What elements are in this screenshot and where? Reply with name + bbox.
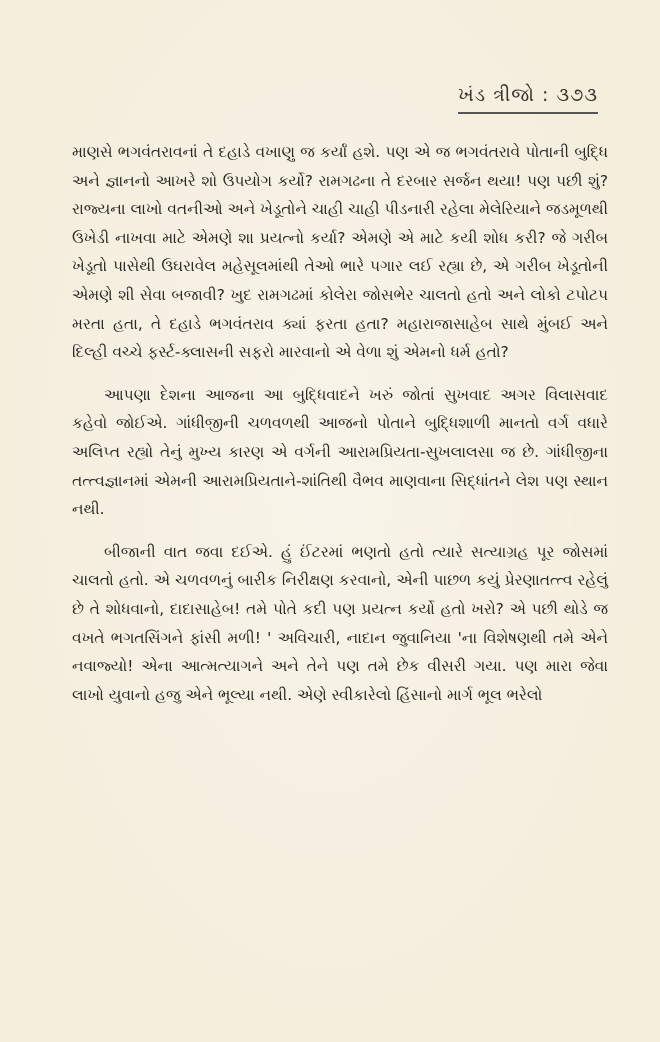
header-rule: [458, 112, 598, 114]
body-text: [72, 138, 608, 723]
paragraph: માણસે ભગવંતરાવનાં તે દહાડે વખાણુ જ કર્યાં હશે. પણ એ જ ભગવંતરાવે પોતાની બુદ્ધિ અને જ્ઞાનનો આખરે શો ઉપયોગ કર્યો? રામગઢના તે દરબાર સર્જન થયા! પણ પછી શું? રાજ્યના લાખો વતનીઓ અને ખેડૂતોને ચાહી ચાહી પીડનારી રહેલા મેલેરિયાને જડમૂળથી ઉખેડી નાખવા માટે એમણે શા પ્રયત્નો કર્યા? એમણે એ માટે કયી શોધ કરી? જે ગરીબ ખેડૂતો પાસેથી ઉઘરાવેલ મહેસૂલમાંથી તેઓ ભારે પગાર લઈ રહ્યા છે, એ ગરીબ ખેડૂતોની એમણે શી સેવા બજાવી? ખુદ રામગઢમાં કોલેરા જોસભેર ચાલતો હતો અને લોકો ટપોટપ મરતા હતા, તે દહાડે ભગવંતરાવ ક્યાં ફરતા હતા? મહારાજાસાહેબ સાથે મુંબઈ અને દિલ્હી વચ્ચે ફર્સ્ટ-ક્લાસની સફરો મારવાનો એ વેળા શું એમનો ધર્મ હતો?: [72, 143, 608, 362]
paragraph: આપણા દેશના આજના આ બુદ્ધિવાદને ખરું જોતાં સુખવાદ અગર વિલાસવાદ કહેવો જોઈએ. ગાંધીજીની ચળવળથી આજનો પોતાને બુદ્ધિશાળી માનતો વર્ગ વધારે અલિપ્ત રહ્યો તેનું મુખ્ય કારણ એ વર્ગની આરામપ્રિયતા-સુખલાલસા જ છે. ગાંધીજીના તત્ત્વજ્ઞાનમાં એમની આરામપ્રિયતાને-શાંતિથી વૈભવ માણવાના સિદ્ધાંતને લેશ પણ સ્થાન નથી.: [72, 385, 608, 519]
paragraph: બીજાની વાત જવા દઈએ. હું ઈંટરમાં ભણતો હતો ત્યારે સત્યાગ્રહ પૂર જોસમાં ચાલતો હતો. એ ચળવળનું બારીક નિરીક્ષણ કરવાનો, એની પાછળ કયું પ્રેરણાતત્ત્વ રહેલું છે તે શોધવાનો, દાદાસાહેબ! તમે પોતે કદી પણ પ્રયત્ન કર્યો હતો ખરો? એ પછી થોડે જ વખતે ભગતસિંગને ફાંસી મળી! ' અવિચારી, નાદાન જુવાનિયા 'ના વિશેષણથી તમે એને નવાજ્યો! એના આત્મત્યાગને અને તેને પણ તમે છેક વીસરી ગયા. પણ મારા જેવા લાખો યુવાનો હજુ એને ભૂલ્યા નથી. એણે સ્વીકારેલો હિંસાનો માર્ગ ભૂલ ભરેલો: [72, 542, 608, 704]
running-head-text: ખંડ ત્રીજો : ૩૭૩: [458, 84, 598, 106]
running-head: [458, 84, 598, 114]
